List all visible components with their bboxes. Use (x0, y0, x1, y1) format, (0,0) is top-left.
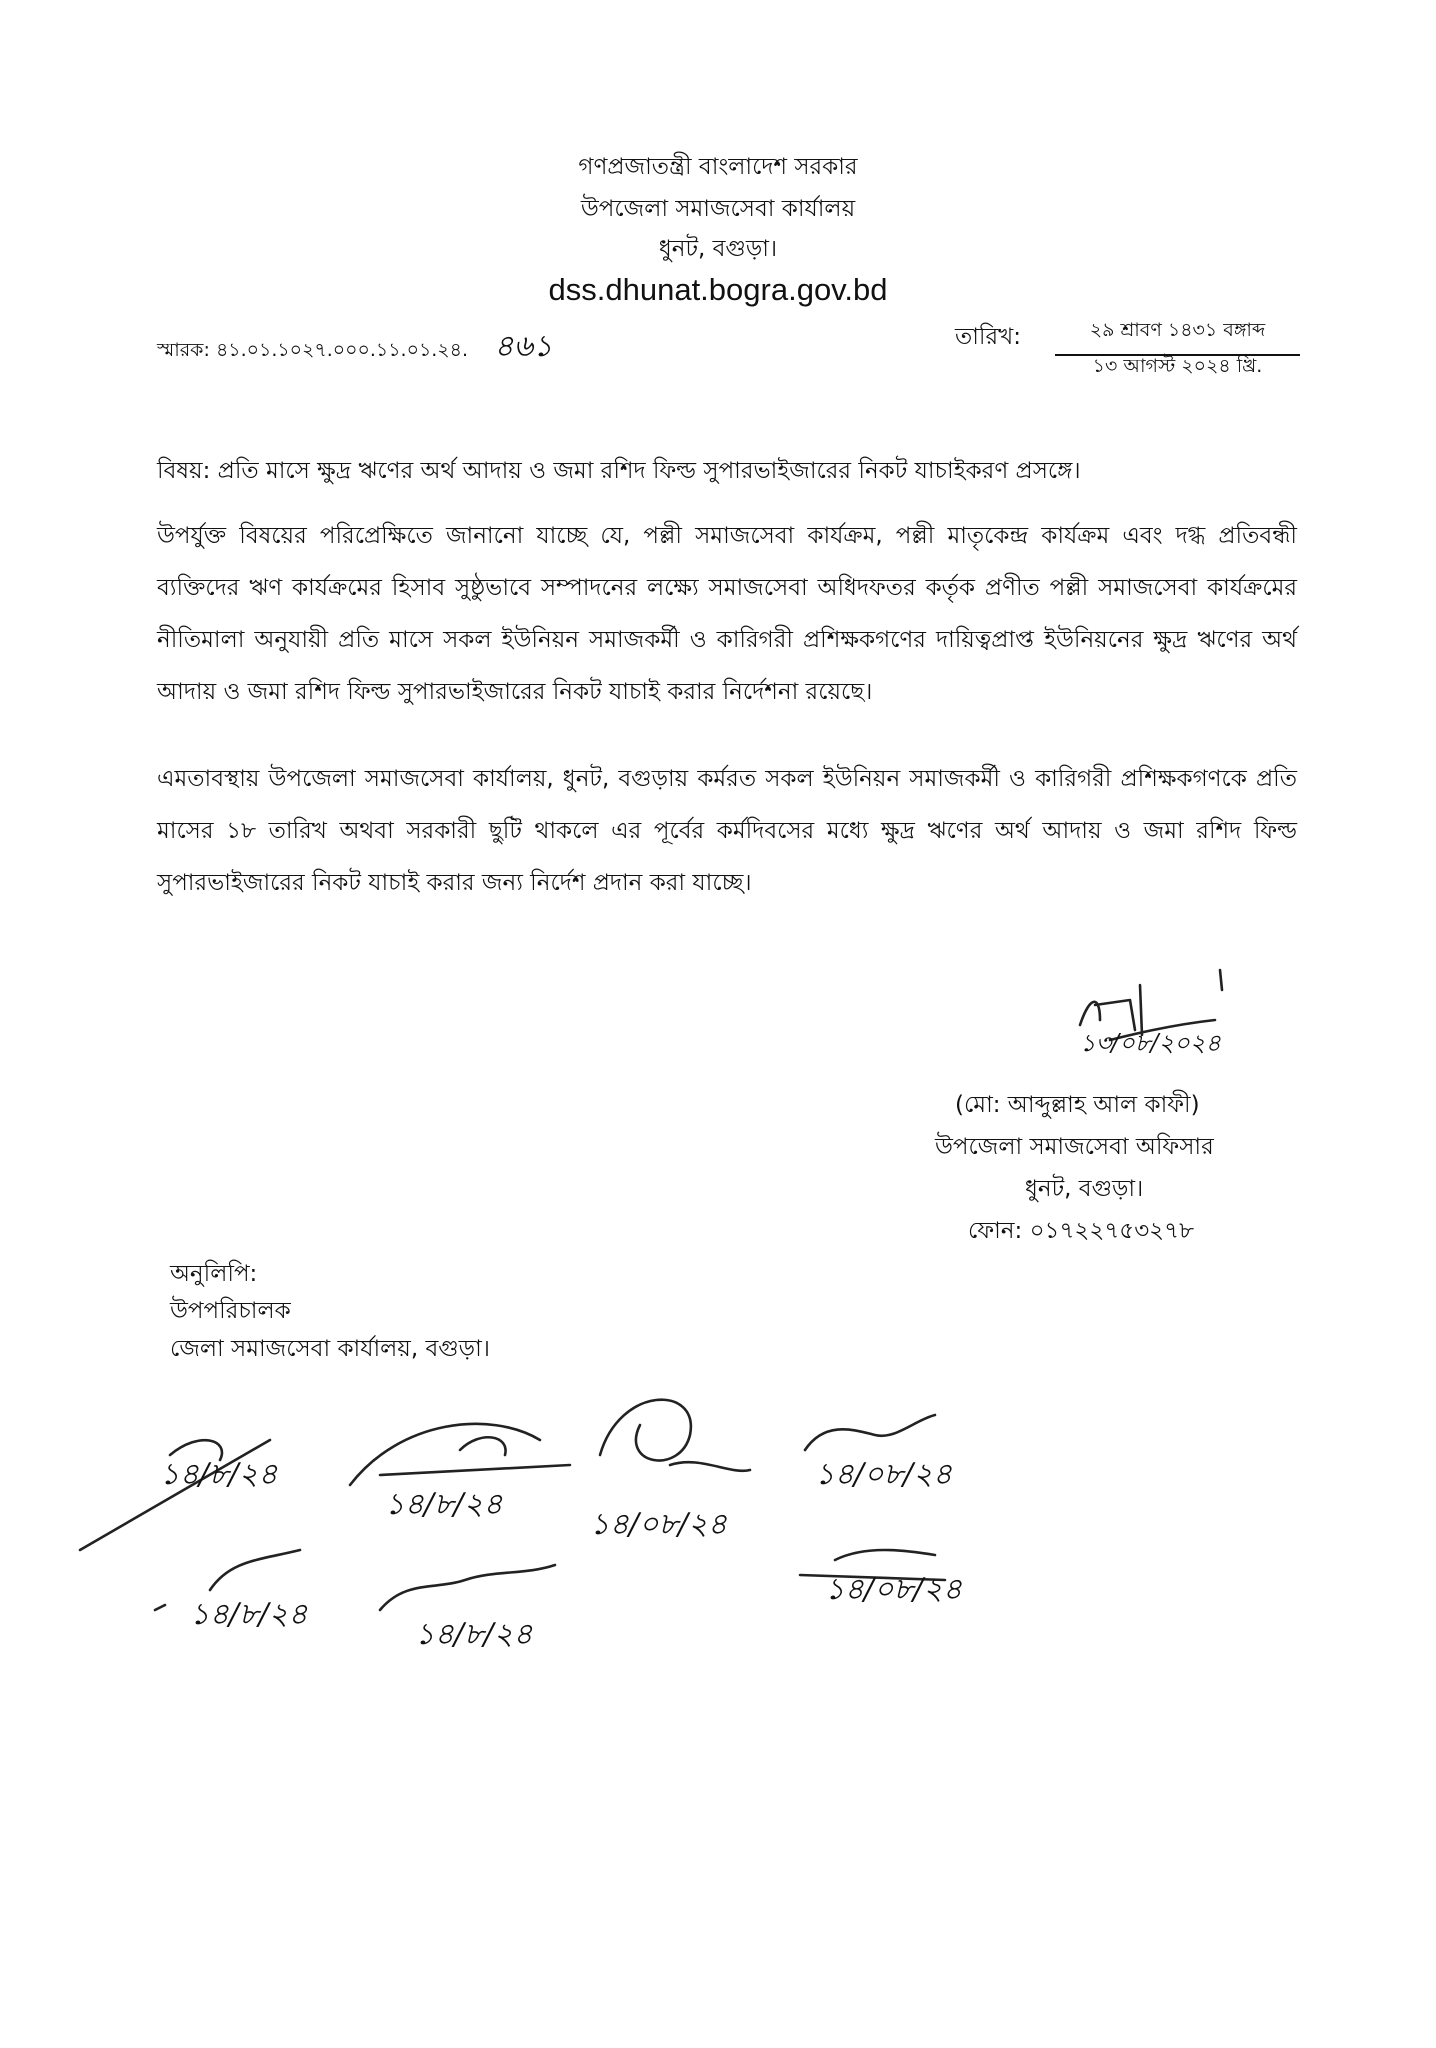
date-label: তারিখ: (955, 324, 1022, 350)
memo-reference (157, 322, 553, 373)
memo-label: স্মারক: (157, 339, 210, 361)
ack-signature-date: ১৪/৮/২৪ (385, 1487, 503, 1522)
ack-signature-date: ১৪/৮/২৪ (160, 1457, 278, 1492)
subject-line: বিষয়: প্রতি মাসে ক্ষুদ্র ঋণের অর্থ আদায় ও জমা রশিদ ফিল্ড সুপারভাইজারের নিকট যাচাইকরণ প্রসঙ্গে। (157, 458, 1081, 484)
ack-signature-date: ১৪/০৮/২৪ (815, 1457, 953, 1492)
ack-signature-date: ১৪/৮/২৪ (190, 1597, 308, 1632)
officer-location: ধুনট, বগুড়া। (1025, 1176, 1144, 1202)
ack-signature-3 (580, 1385, 760, 1505)
copy-label: অনুলিপি: (170, 1261, 258, 1287)
copy-recipient-office: জেলা সমাজসেবা কার্যালয়, বগুড়া। (170, 1336, 490, 1362)
government-heading: গণপ্রজাতন্ত্রী বাংলাদেশ সরকার (578, 154, 858, 180)
ack-signature-date: ১৪/৮/২৪ (415, 1617, 533, 1652)
date-bangla: ২৯ শ্রাবণ ১৪৩১ বঙ্গাব্দ (1055, 316, 1300, 356)
body-paragraph-2: এমতাবস্থায় উপজেলা সমাজসেবা কার্যালয়, ধুনট, বগুড়ায় কর্মরত সকল ইউনিয়ন সমাজকর্মী ও কারিগরী প্রশিক্ষকগণকে প্রতি মাসের ১৮ তারিখ অথবা সরকারী ছুটি থাকলে এর পূর্বের কর্মদিবসের মধ্যে ক্ষুদ্র ঋণের অর্থ আদায় ও জমা রশিদ ফিল্ড সুপারভাইজারের নিকট যাচাই করার জন্য নির্দেশ প্রদান করা যাচ্ছে। (157, 766, 1297, 896)
officer-designation: উপজেলা সমাজসেবা অফিসার (935, 1134, 1214, 1160)
officer-name: (মো: আব্দুল্লাহ আল কাফী) (955, 1092, 1200, 1118)
officer-phone: ফোন: ০১৭২২৭৫৩২৭৮ (968, 1218, 1195, 1244)
ack-signature-date: ১৪/০৮/২৪ (825, 1572, 963, 1607)
body-paragraph-1: উপর্যুক্ত বিষয়ের পরিপ্রেক্ষিতে জানানো যাচ্ছে যে, পল্লী সমাজসেবা কার্যক্রম, পল্লী মাতৃকেন্দ্র কার্যক্রম এবং দগ্ধ প্রতিবন্ধী ব্যক্তিদের ঋণ কার্যক্রমের হিসাব সুষ্ঠুভাবে সম্পাদনের লক্ষ্যে সমাজসেবা অধিদফতর কর্তৃক প্রণীত পল্লী সমাজসেবা কার্যক্রমের নীতিমালা অনুযায়ী প্রতি মাসে সকল ইউনিয়ন সমাজকর্মী ও কারিগরী প্রশিক্ষকগণের দায়িত্বপ্রাপ্ত ইউনিয়নের ক্ষুদ্র ঋণের অর্থ আদায় ও জমা রশিদ ফিল্ড সুপারভাইজারের নিকট যাচাই করার নির্দেশনা রয়েছে। (157, 523, 1297, 705)
copy-recipient-title: উপপরিচালক (170, 1298, 291, 1324)
date-english: ১৩ আগস্ট ২০২৪ খ্রি. (1092, 355, 1263, 377)
ack-signature-date: ১৪/০৮/২৪ (590, 1507, 728, 1542)
office-location: ধুনট, বগুড়া। (658, 236, 778, 262)
office-website: dss.dhunat.bogra.gov.bd (548, 272, 888, 307)
officer-signature-date: ১৩/০৮/২০২৪ (1080, 1029, 1221, 1057)
memo-handwritten-number: ৪৬১ (494, 329, 553, 364)
office-heading: উপজেলা সমাজসেবা কার্যালয় (580, 196, 856, 222)
memo-number: ৪১.০১.১০২৭.০০০.১১.০১.২৪. (215, 339, 469, 361)
